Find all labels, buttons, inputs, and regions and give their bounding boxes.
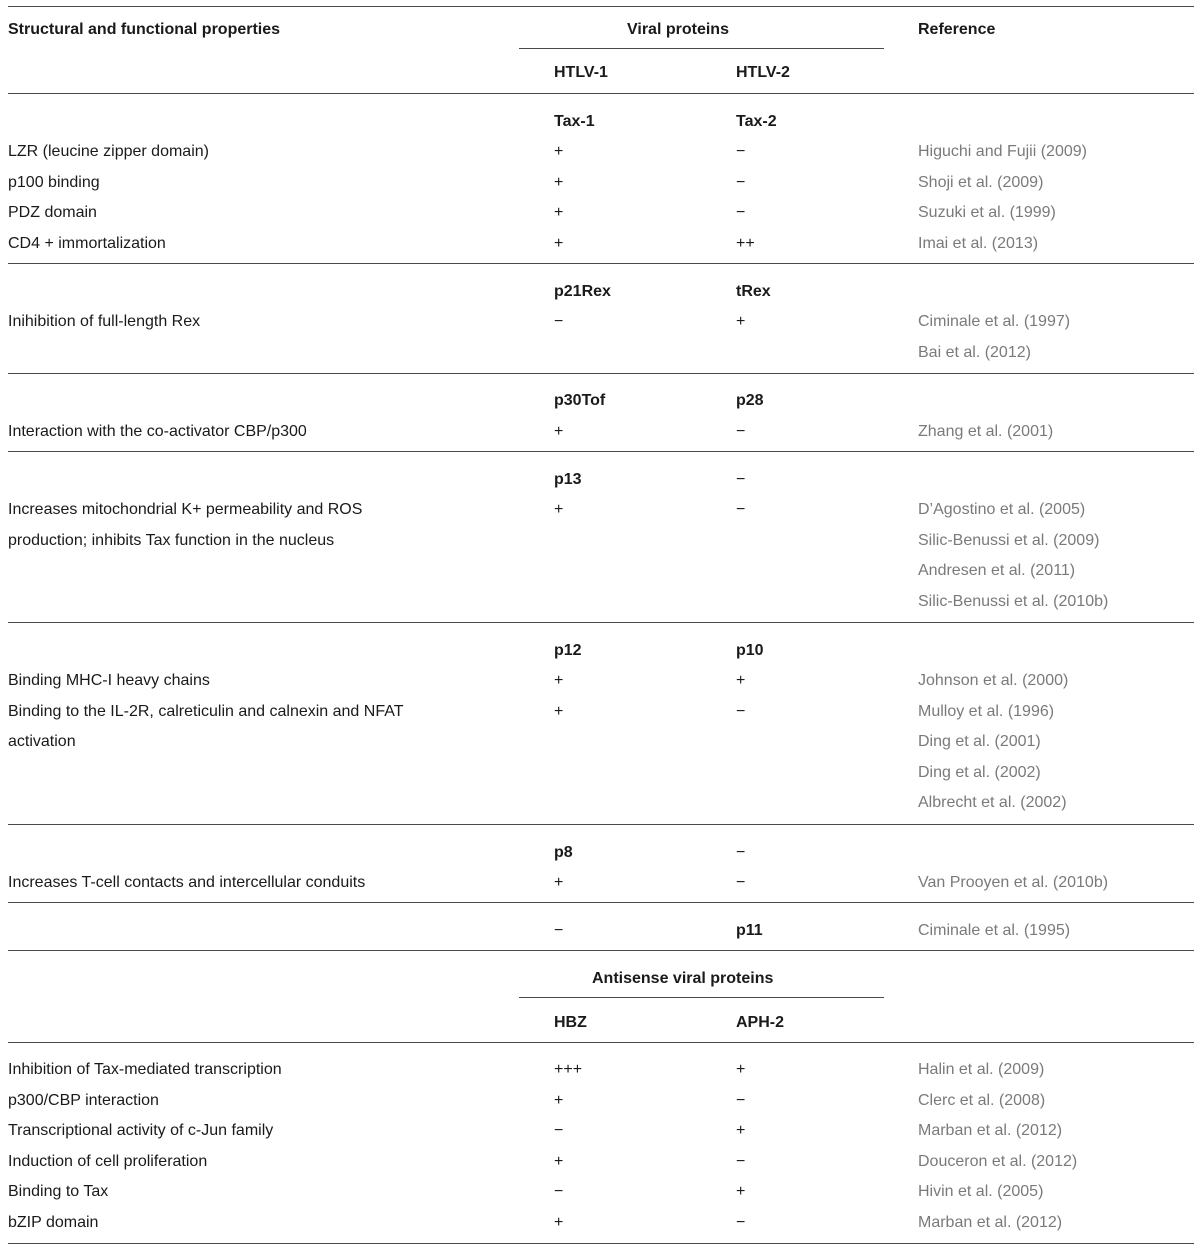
value-htlv1: − [554,313,564,330]
value-hbz: +++ [554,1061,583,1078]
property-label: Interaction with the co-activator CBP/p300 [8,423,307,440]
value-hbz: − [554,1122,564,1139]
reference: Silic-Benussi et al. (2010b) [918,592,1109,610]
property-label: Binding to Tax [8,1183,109,1200]
property-label: Transcriptional activity of c-Jun family [8,1122,274,1139]
value-hbz: + [554,1152,564,1170]
value-htlv1: + [554,702,564,720]
property-label: Inihibition of full-length Rex [8,313,201,330]
reference: Shoji et al. (2009) [918,173,1044,191]
value-htlv2: − [736,874,746,891]
property-label: p100 binding [8,173,100,191]
reference: Van Prooyen et al. (2010b) [918,874,1109,891]
top-rule [8,6,1194,7]
value-aph2: + [736,1183,746,1200]
value-htlv2: + [736,313,746,330]
value-htlv1: + [554,672,564,689]
value-aph2: − [736,1213,746,1231]
antisense-rule [519,997,884,998]
value-htlv1: + [554,874,564,891]
protein-htlv2: p10 [736,642,764,659]
value-htlv2: − [736,501,746,518]
reference: Zhang et al. (2001) [918,423,1054,440]
value-aph2: + [736,1061,746,1078]
header-htlv1: HTLV-1 [554,64,608,81]
property-label: p300/CBP interaction [8,1091,159,1109]
value-aph2: − [736,1152,746,1170]
value-hbz: − [554,1183,564,1200]
protein-htlv2: Tax-2 [736,113,777,130]
protein-htlv1: p8 [554,844,573,861]
property-label: Induction of cell proliferation [8,1152,208,1170]
section-rule [8,373,1194,374]
value-hbz: + [554,1213,564,1231]
reference: Bai et al. (2012) [918,343,1031,361]
section-rule [8,824,1194,825]
protein-htlv1: p30Tof [554,392,606,409]
section-rule [8,950,1194,951]
protein-htlv1: p13 [554,471,582,488]
header-rule [8,93,1194,94]
reference: Ding et al. (2001) [918,733,1041,750]
section-rule [8,263,1194,264]
reference: Suzuki et al. (1999) [918,204,1056,221]
reference: Ciminale et al. (1997) [918,313,1071,330]
property-label: Increases T-cell contacts and intercellular conduits [8,874,366,891]
reference: Halin et al. (2009) [918,1061,1045,1078]
value-htlv2: + [736,672,746,689]
protein-htlv2: − [736,844,746,861]
value-htlv1: + [554,204,564,221]
value-htlv2: − [736,204,746,221]
antisense-protein2: APH-2 [736,1014,785,1031]
value-htlv2: − [736,173,746,191]
protein-htlv2: p28 [736,392,764,409]
reference: Mulloy et al. (1996) [918,702,1055,720]
property-label: bZIP domain [8,1213,99,1231]
value-htlv1: + [554,501,564,518]
protein-htlv1: p12 [554,642,582,659]
value-htlv2: − [736,423,746,440]
property-label: Binding MHC-I heavy chains [8,672,210,689]
property-label: activation [8,733,76,750]
property-label: CD4 + immortalization [8,234,166,252]
reference: Johnson et al. (2000) [918,672,1069,689]
value-htlv1: + [554,173,564,191]
protein-htlv2: tRex [736,283,771,300]
protein-htlv2: − [736,471,746,488]
reference: Douceron et al. (2012) [918,1152,1078,1170]
property-label: PDZ domain [8,204,97,221]
header-htlv2: HTLV-2 [736,64,790,81]
antisense-protein1: HBZ [554,1014,587,1031]
reference: Marban et al. (2012) [918,1213,1063,1231]
property-label: Inhibition of Tax-mediated transcription [8,1061,282,1078]
value-hbz: + [554,1091,564,1109]
value-htlv1: + [554,234,564,252]
header-properties: Structural and functional properties [8,21,281,38]
value-htlv2: − [736,702,746,720]
value-htlv2: − [736,143,746,160]
reference: Clerc et al. (2008) [918,1091,1046,1109]
section-rule [8,451,1194,452]
antisense-header-rule [8,1042,1194,1043]
value-htlv2: ++ [736,234,755,252]
property-label: LZR (leucine zipper domain) [8,143,209,160]
property-label: Binding to the IL-2R, calreticulin and calnexin and NFAT [8,702,404,720]
value-htlv1: − [554,922,564,939]
value-htlv1: + [554,143,564,160]
value-htlv1: + [554,423,564,440]
reference: Silic-Benussi et al. (2009) [918,531,1100,549]
bottom-rule [8,1243,1194,1244]
reference: Marban et al. (2012) [918,1122,1063,1139]
value-aph2: + [736,1122,746,1139]
reference: Ding et al. (2002) [918,763,1041,781]
reference: Higuchi and Fujii (2009) [918,143,1087,160]
section-rule [8,902,1194,903]
reference: D’Agostino et al. (2005) [918,501,1086,518]
value-aph2: − [736,1091,746,1109]
reference: Andresen et al. (2011) [918,562,1076,579]
property-label: production; inhibits Tax function in the nucleus [8,531,335,549]
protein-htlv2: p11 [736,922,763,939]
reference: Imai et al. (2013) [918,234,1039,252]
section-rule [8,622,1194,623]
header-reference: Reference [918,21,996,38]
property-label: Increases mitochondrial K+ permeability and ROS [8,501,363,518]
protein-htlv1: Tax-1 [554,113,595,130]
antisense-title: Antisense viral proteins [592,970,774,987]
viral-proteins-rule [519,48,884,49]
protein-htlv1: p21Rex [554,283,611,300]
header-viral-proteins: Viral proteins [627,21,729,38]
reference: Ciminale et al. (1995) [918,922,1071,939]
reference: Hivin et al. (2005) [918,1183,1044,1200]
reference: Albrecht et al. (2002) [918,794,1067,811]
